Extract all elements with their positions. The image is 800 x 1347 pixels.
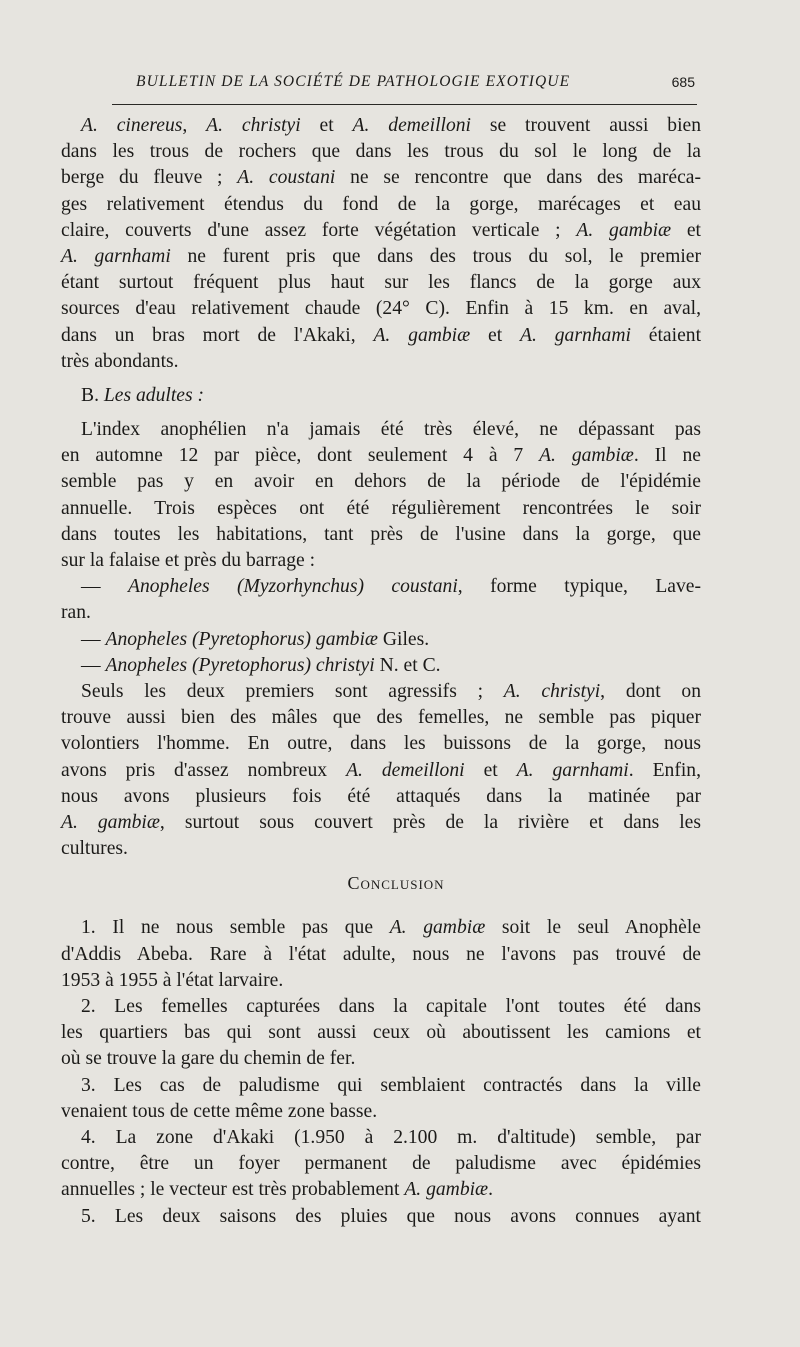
conclusion-item-1 (61, 915, 701, 994)
text-line: avons pris d'assez nombreux A. demeilloni et A. garnhami. Enfin, (61, 759, 701, 781)
text-line: venaient tous de cette même zone basse. (61, 1100, 378, 1122)
text-line: semble pas y en avoir en dehors de la période de l'épidémie (61, 471, 701, 493)
text-line: A. cinereus, A. christyi et A. demeilloni se trouvent aussi bien (81, 115, 702, 136)
text-line: trouve aussi bien des mâles que des femelles, ne semble pas piquer (61, 707, 701, 729)
text-line: ges relativement étendus du fond de la gorge, marécages et eau (61, 193, 701, 215)
text-line: 4. La zone d'Akaki (1.950 à 2.100 m. d'altitude) semble, par (81, 1126, 701, 1148)
running-header (112, 73, 697, 95)
journal-title: BULLETIN DE LA SOCIÉTÉ DE PATHOLOGIE EXOTIQUE (136, 73, 571, 90)
paragraph-anopheline-index (61, 417, 701, 574)
text-line: dans un bras mort de l'Akaki, A. gambiæ et A. garnhami étaient (61, 324, 702, 346)
text-line: très abondants. (61, 350, 179, 372)
text-line: où se trouve la gare du chemin de fer. (61, 1048, 356, 1070)
text-line: en automne 12 par pièce, dont seulement 4 à 7 A. gambiæ. Il ne (61, 445, 701, 467)
text-line: 1. Il ne nous semble pas que A. gambiæ soit le seul Anophèle (81, 917, 701, 939)
text-line: berge du fleuve ; A. coustani ne se rencontre que dans des maréca- (61, 167, 701, 189)
text-line: Seuls les deux premiers sont agressifs ; A. christyi, dont on (81, 680, 701, 702)
text-line: nous avons plusieurs fois été attaqués dans la matinée par (61, 785, 701, 807)
conclusion-item-2 (61, 994, 701, 1073)
text-line: dans toutes les habitations, tant près de l'usine dans la gorge, que (61, 523, 701, 545)
text-line: contre, être un foyer permanent de paludisme avec épidémies (61, 1153, 701, 1175)
conclusion-item-3 (61, 1073, 701, 1125)
header-rule (112, 104, 697, 105)
body-text (61, 113, 701, 1230)
species-item: — Anopheles (Myzorhynchus) coustani, forme typique, Lave- (81, 576, 702, 598)
section-heading-adults: B. Les adultes : (81, 384, 205, 406)
text-line: cultures. (61, 838, 128, 860)
text-line: annuelle. Trois espèces ont été régulièrement rencontrées le soir (61, 497, 701, 519)
text-line: sources d'eau relativement chaude (24° C). Enfin à 15 km. en aval, (61, 298, 701, 320)
text-line: sur la falaise et près du barrage : (61, 550, 316, 571)
text-line: 3. Les cas de paludisme qui semblaient contractés dans la ville (81, 1074, 701, 1096)
text-line: 5. Les deux saisons des pluies que nous avons connues ayant (81, 1205, 701, 1227)
text-line: d'Addis Abeba. Rare à l'état adulte, nous ne l'avons pas trouvé de (61, 943, 701, 965)
text-line: volontiers l'homme. En outre, dans les buissons de la gorge, nous (61, 733, 701, 755)
conclusion-item-4 (61, 1125, 701, 1204)
text-line: étant surtout fréquent plus haut sur les flancs de la gorge aux (61, 272, 701, 294)
text-line: ran. (61, 602, 91, 624)
text-line: les quartiers bas qui sont aussi ceux où aboutissent les camions et (61, 1022, 701, 1044)
text-line: 2. Les femelles capturées dans la capitale l'ont toutes été dans (81, 996, 701, 1017)
text-line: 1953 à 1955 à l'état larvaire. (61, 969, 284, 991)
page-number: 685 (671, 74, 695, 90)
text-line: A. garnhami ne furent pris que dans des trous du sol, le premier (61, 245, 701, 267)
text-line: annuelles ; le vecteur est très probablement A. gambiæ. (61, 1179, 494, 1201)
text-line: L'index anophélien n'a jamais été très élevé, ne dépassant pas (81, 419, 701, 441)
conclusion-item-5 (61, 1204, 701, 1230)
text-line: dans les trous de rochers que dans les trous du sol le long de la (61, 141, 701, 163)
species-list (61, 574, 701, 679)
paragraph-aggressive-species (61, 679, 701, 862)
species-item: — Anopheles (Pyretophorus) christyi N. et C. (81, 654, 441, 676)
text-line: claire, couverts d'une assez forte végétation verticale ; A. gambiæ et (61, 219, 702, 241)
conclusion-heading: Conclusion (347, 873, 445, 894)
paragraph-habitats (61, 113, 701, 375)
species-item: — Anopheles (Pyretophorus) gambiæ Giles. (81, 628, 430, 650)
text-line: A. gambiæ, surtout sous couvert près de la rivière et dans les (61, 811, 701, 833)
